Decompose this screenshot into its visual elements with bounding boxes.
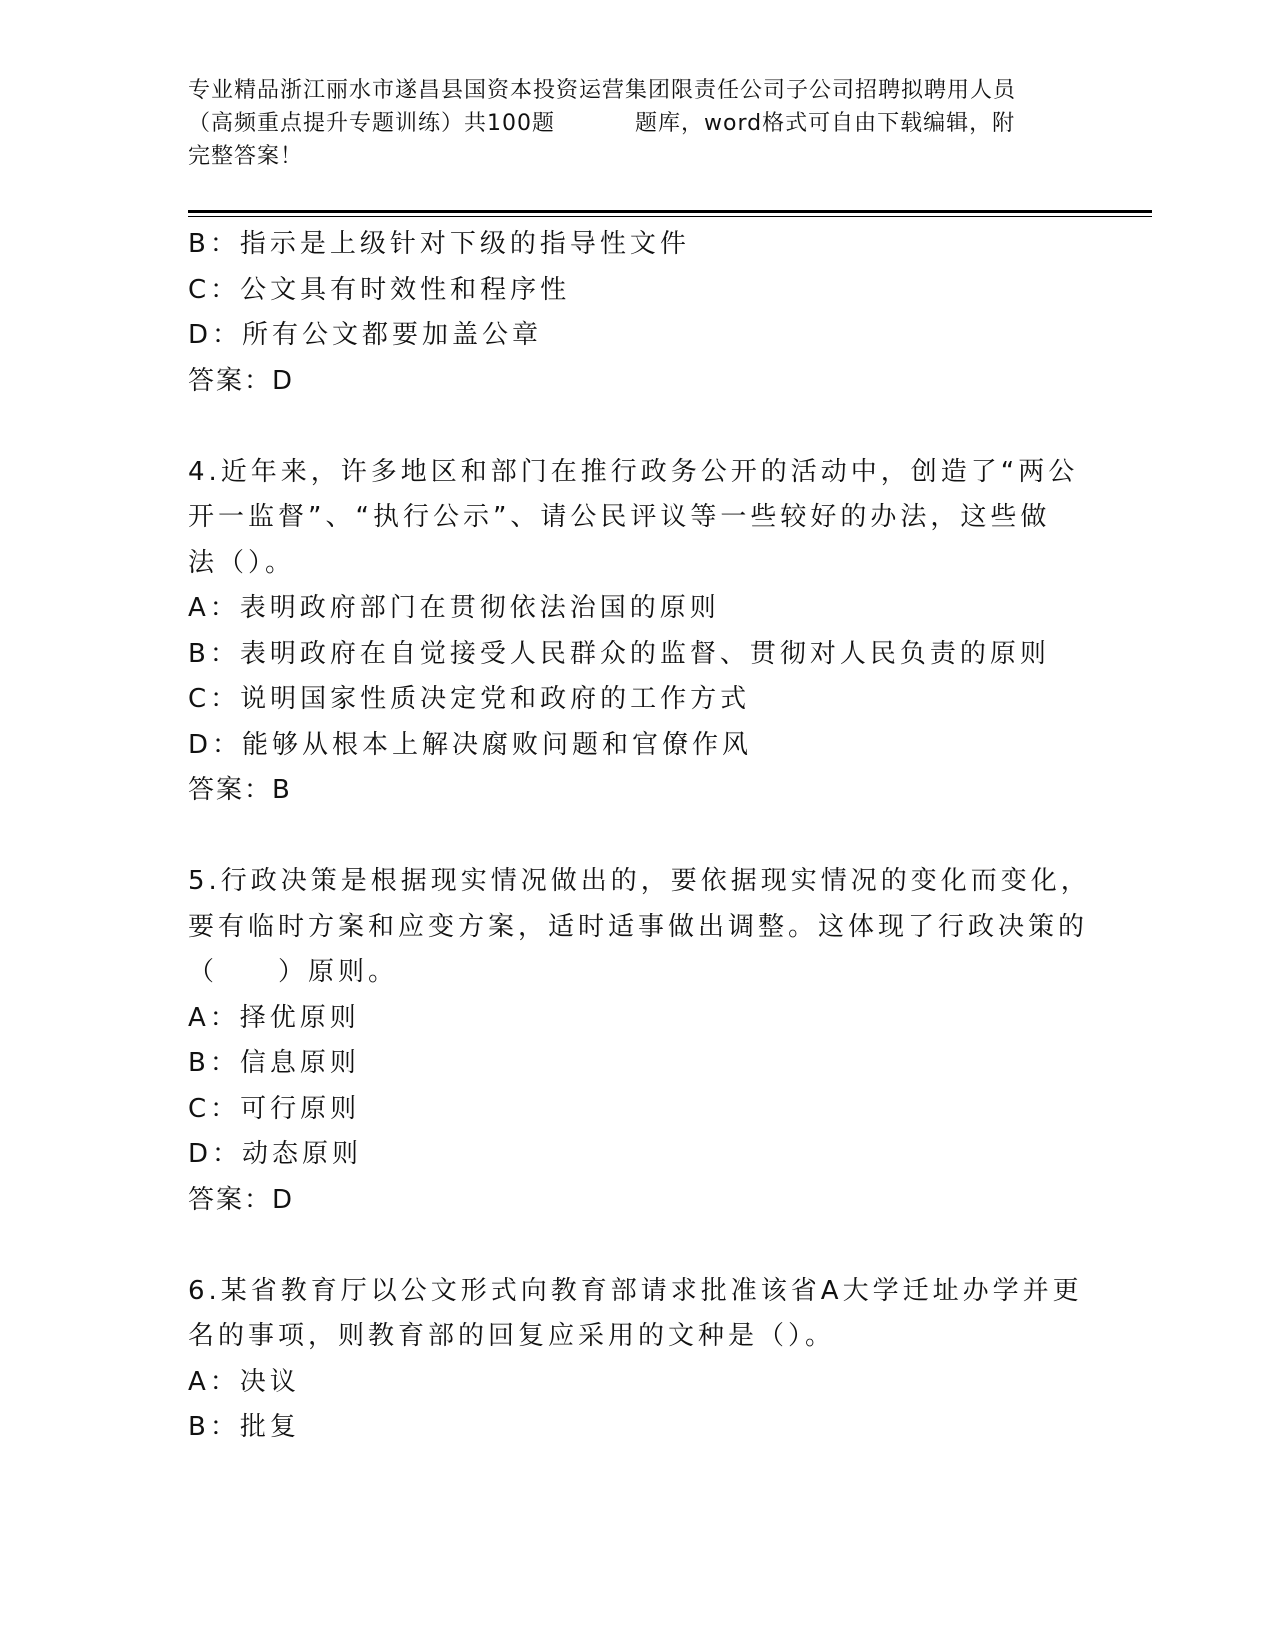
- question-6: [188, 1269, 1088, 1451]
- question-5-answer: 答案：D: [188, 1184, 295, 1215]
- header-title-line-2-left: （高频重点提升专题训练）共100题: [188, 111, 555, 136]
- header-divider-thin: [188, 216, 1152, 217]
- question-3-option-b: B：指示是上级针对下级的指导性文件: [188, 229, 690, 259]
- question-4-stem-line-1: 4.近年来，许多地区和部门在推行政务公开的活动中，创造了“两公: [188, 456, 1079, 487]
- question-3-option-d: D：所有公文都要加盖公章: [188, 320, 543, 350]
- header-title-line-3: 完整答案！: [188, 144, 304, 169]
- question-5-stem-line-3: （ ）原则。: [188, 957, 399, 987]
- question-4-stem-line-3: 法（）。: [188, 547, 296, 578]
- question-5-option-d: D：动态原则: [188, 1139, 363, 1169]
- question-5-stem-line-2: 要有临时方案和应变方案，适时适事做出调整。这体现了行政决策的: [188, 911, 1089, 942]
- question-4-stem-line-2: 开一监督”、“执行公示”、请公民评议等一些较好的办法，这些做: [188, 502, 1051, 532]
- question-5: [188, 859, 1091, 1223]
- question-4-option-d: D：能够从根本上解决腐败问题和官僚作风: [188, 729, 753, 760]
- question-6-option-b: B：批复: [188, 1412, 300, 1442]
- question-4-answer: 答案：B: [188, 775, 292, 805]
- question-4-option-c: C：说明国家性质决定党和政府的工作方式: [188, 684, 751, 714]
- question-3-answer: 答案：D: [188, 365, 295, 396]
- header-title-line-2: [188, 107, 1088, 140]
- question-6-stem-line-2: 名的事项，则教育部的回复应采用的文种是（）。: [188, 1321, 836, 1351]
- question-4: [188, 450, 1088, 814]
- header-divider-thick: [188, 210, 1152, 213]
- question-5-option-a: A：择优原则: [188, 1002, 360, 1033]
- question-5-stem-line-1: 5.行政决策是根据现实情况做出的，要依据现实情况的变化而变化，: [188, 866, 1091, 896]
- question-6-option-a: A：决议: [188, 1366, 300, 1397]
- question-5-option-b: B：信息原则: [188, 1048, 360, 1078]
- question-5-option-c: C：可行原则: [188, 1093, 361, 1124]
- page-header: [188, 74, 1088, 173]
- question-4-option-a: A：表明政府部门在贯彻依法治国的原则: [188, 593, 720, 623]
- header-title-line-2-right: 题库，word格式可自由下载编辑，附: [635, 111, 1016, 136]
- question-content: [188, 222, 1091, 1451]
- question-3-option-c: C：公文具有时效性和程序性: [188, 274, 571, 305]
- header-title-line-1: 专业精品浙江丽水市遂昌县国资本投资运营集团限责任公司子公司招聘拟聘用人员: [188, 78, 1017, 103]
- question-3-tail: [188, 222, 1088, 404]
- question-4-option-b: B：表明政府在自觉接受人民群众的监督、贯彻对人民负责的原则: [188, 638, 1050, 669]
- question-6-stem-line-1: 6.某省教育厅以公文形式向教育部请求批准该省A大学迁址办学并更: [188, 1275, 1083, 1306]
